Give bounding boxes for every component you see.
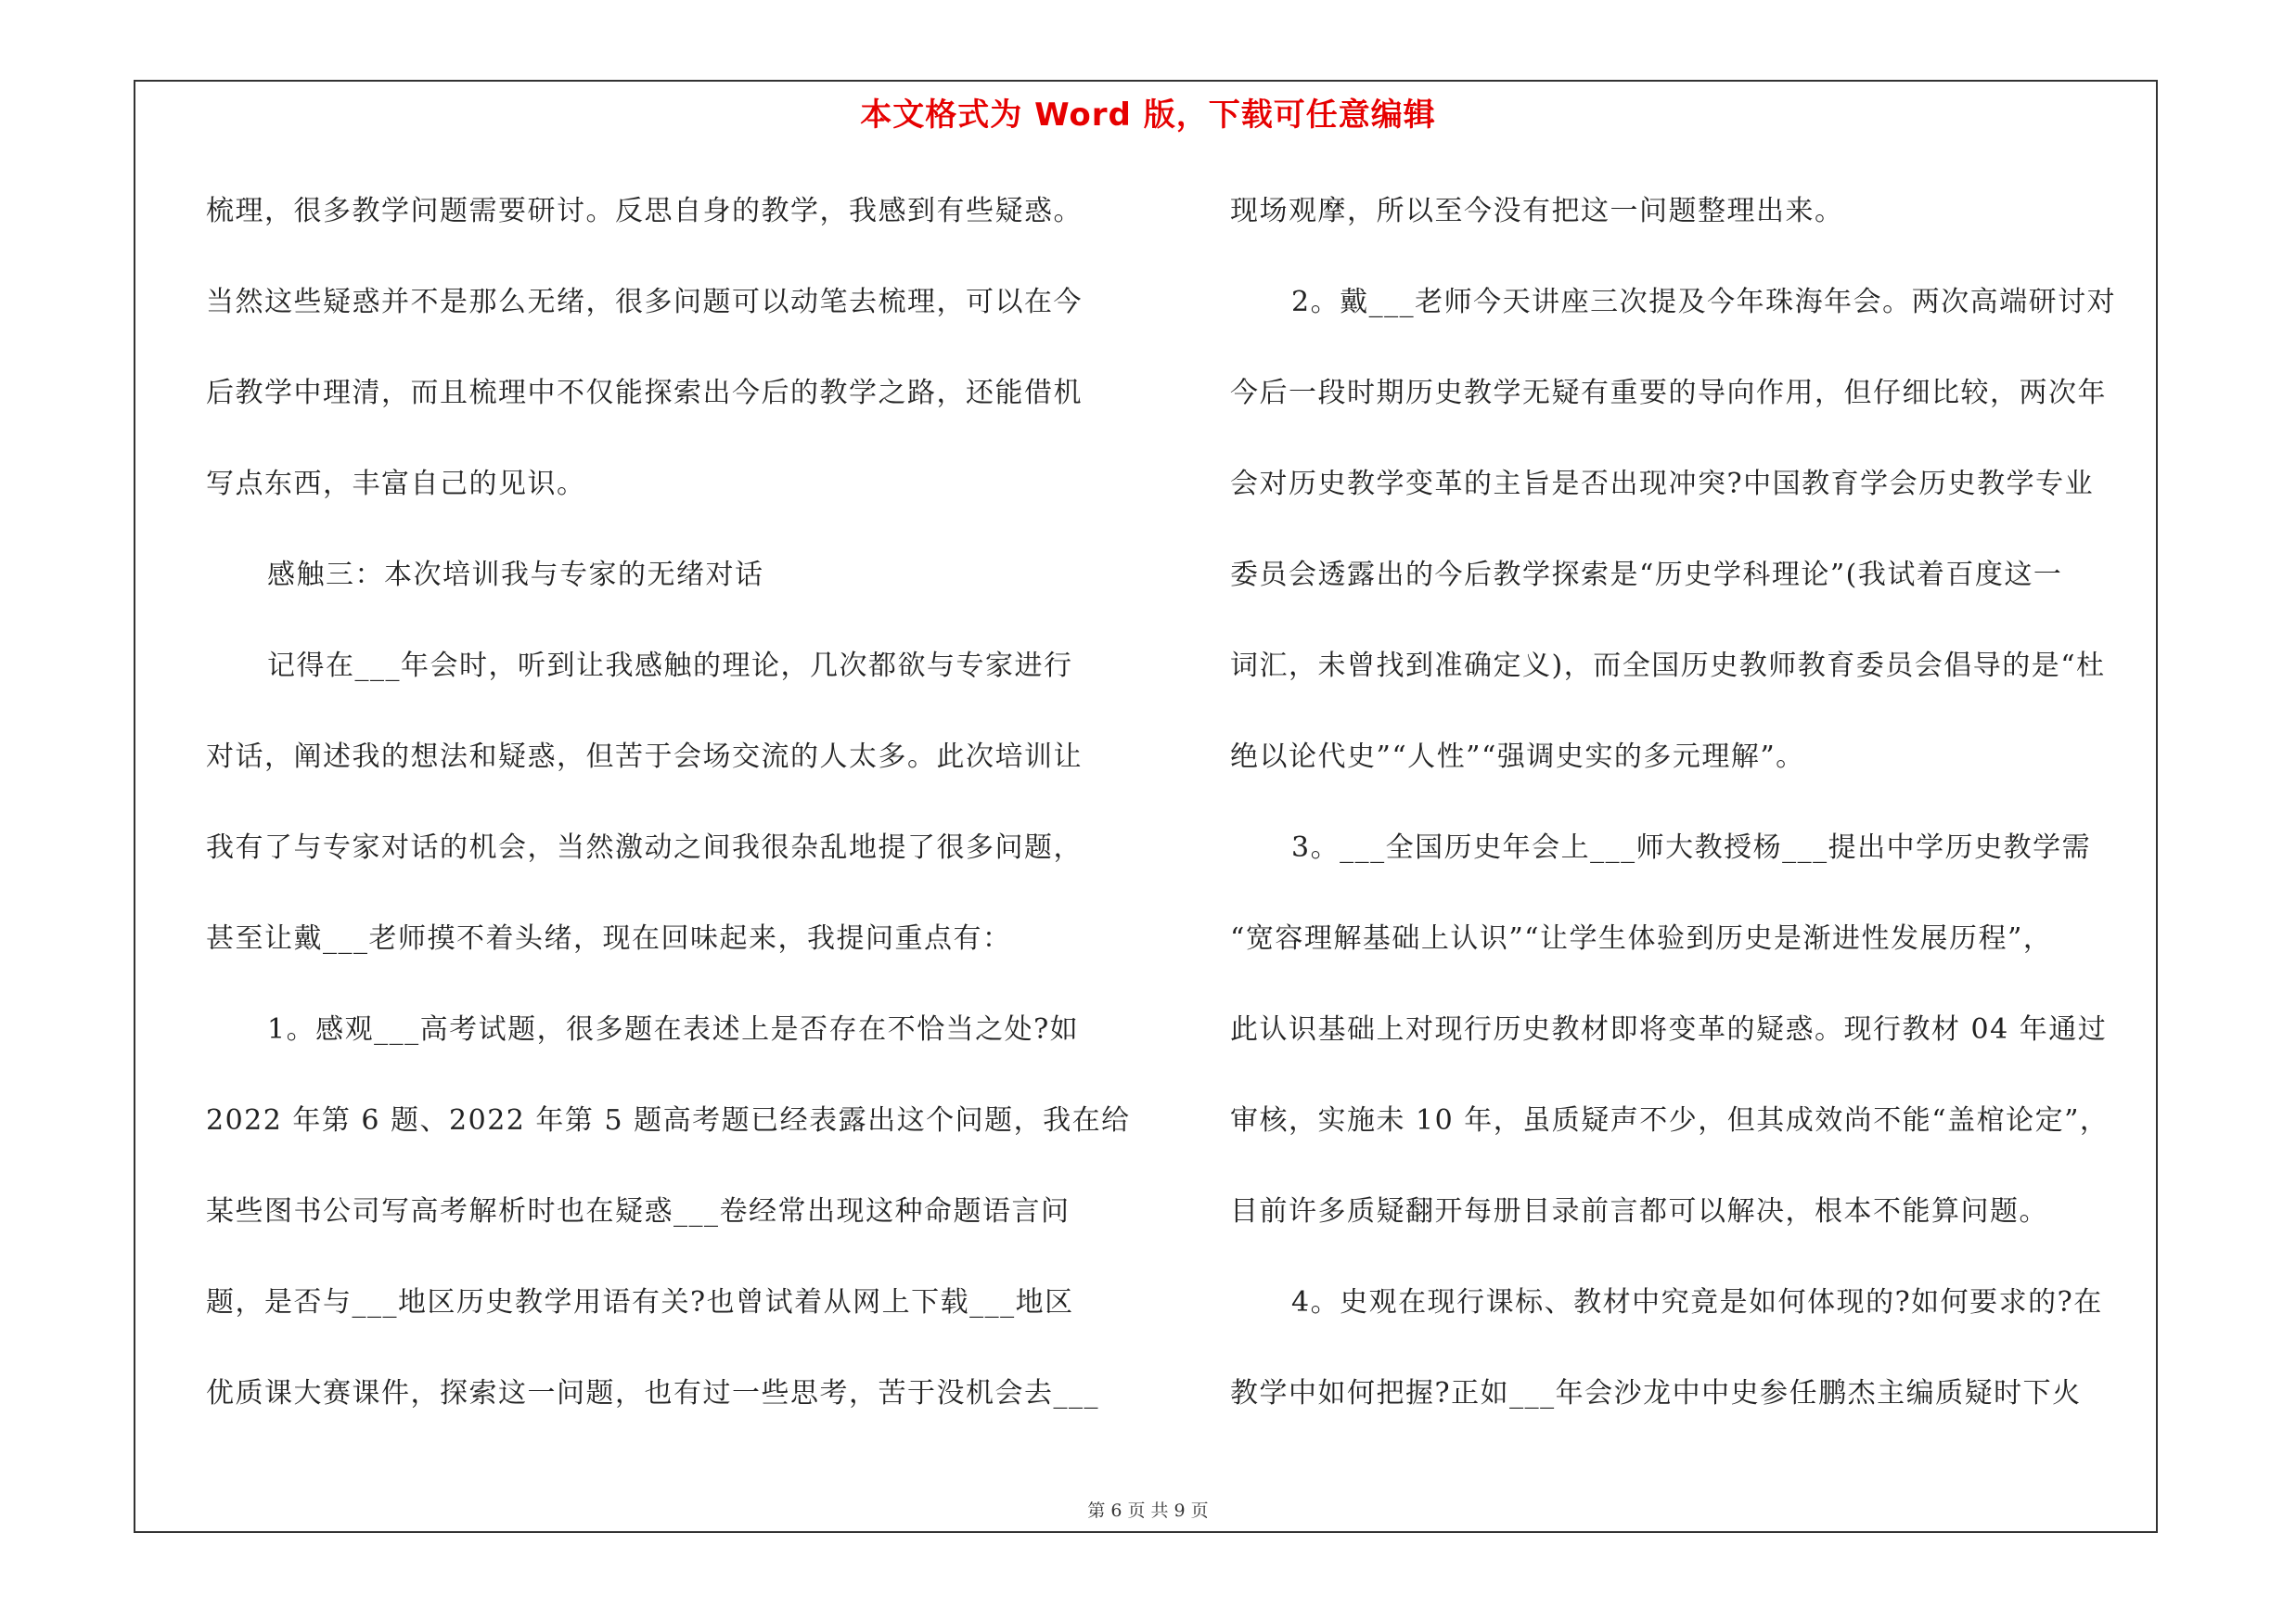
text-line: 后教学中理清，而且梳理中不仅能探索出今后的教学之路，还能借机 [206, 377, 1083, 409]
text-line: 记得在___年会时，听到让我感触的理论，几次都欲与专家进行 [267, 650, 1073, 682]
text-line: 对话，阐述我的想法和疑惑，但苦于会场交流的人太多。此次培训让 [206, 741, 1083, 773]
left-column [206, 184, 1134, 1457]
text-line: 我有了与专家对话的机会，当然激动之间我很杂乱地提了很多问题， [206, 831, 1083, 864]
text-line: 1。感观___高考试题，很多题在表述上是否存在不恰当之处?如 [267, 1013, 1080, 1046]
text-line: 今后一段时期历史教学无疑有重要的导向作用，但仔细比较，两次年 [1230, 377, 2107, 409]
text-line: 梳理，很多教学问题需要研讨。反思自身的教学，我感到有些疑惑。 [206, 195, 1083, 227]
text-line: 写点东西，丰富自己的见识。 [206, 468, 586, 500]
header-banner: 本文格式为 Word 版，下载可任意编辑 [860, 97, 1436, 134]
text-line: 4。史观在现行课标、教材中究竟是如何体现的?如何要求的?在 [1291, 1286, 2103, 1319]
text-line: 会对历史教学变革的主旨是否出现冲突?中国教育学会历史教学专业 [1230, 468, 2095, 500]
text-line: 委员会透露出的今后教学探索是“历史学科理论”(我试着百度这一 [1230, 559, 2063, 591]
page-number: 第 6 页 共 9 页 [1087, 1501, 1209, 1521]
text-line: 2。戴___老师今天讲座三次提及今年珠海年会。两次高端研讨对 [1291, 286, 2117, 318]
text-line: 审核，实施未 10 年，虽质疑声不少，但其成效尚不能“盖棺论定”， [1230, 1104, 2110, 1137]
text-line: 3。___全国历史年会上___师大教授杨___提出中学历史教学需 [1291, 831, 2092, 864]
text-line: 现场观摩，所以至今没有把这一问题整理出来。 [1230, 195, 1844, 227]
text-line: 甚至让戴___老师摸不着头绪，现在回味起来，我提问重点有： [206, 922, 1012, 955]
text-line: 绝以论代史”“人性”“强调史实的多元理解”。 [1230, 741, 1805, 773]
text-line: 教学中如何把握?正如___年会沙龙中中史参任鹏杰主编质疑时下火 [1230, 1377, 2082, 1410]
text-line: “宽容理解基础上认识”“让学生体验到历史是渐进性发展历程”， [1230, 922, 2053, 955]
text-line: 2022 年第 6 题、2022 年第 5 题高考题已经表露出这个问题，我在给 [206, 1104, 1131, 1137]
text-line: 题，是否与___地区历史教学用语有关?也曾试着从网上下载___地区 [206, 1286, 1074, 1319]
text-line: 某些图书公司写高考解析时也在疑惑___卷经常出现这种命题语言问 [206, 1195, 1071, 1228]
text-line: 此认识基础上对现行历史教材即将变革的疑惑。现行教材 04 年通过 [1230, 1013, 2108, 1046]
text-line: 词汇，未曾找到准确定义)，而全国历史教师教育委员会倡导的是“杜 [1230, 650, 2106, 682]
text-line: 感触三：本次培训我与专家的无绪对话 [267, 559, 764, 591]
right-column [1230, 184, 2158, 1457]
text-line: 当然这些疑惑并不是那么无绪，很多问题可以动笔去梳理，可以在今 [206, 286, 1083, 318]
text-line: 目前许多质疑翻开每册目录前言都可以解决，根本不能算问题。 [1230, 1195, 2048, 1228]
text-line: 优质课大赛课件，探索这一问题，也有过一些思考，苦于没机会去___ [206, 1377, 1099, 1410]
